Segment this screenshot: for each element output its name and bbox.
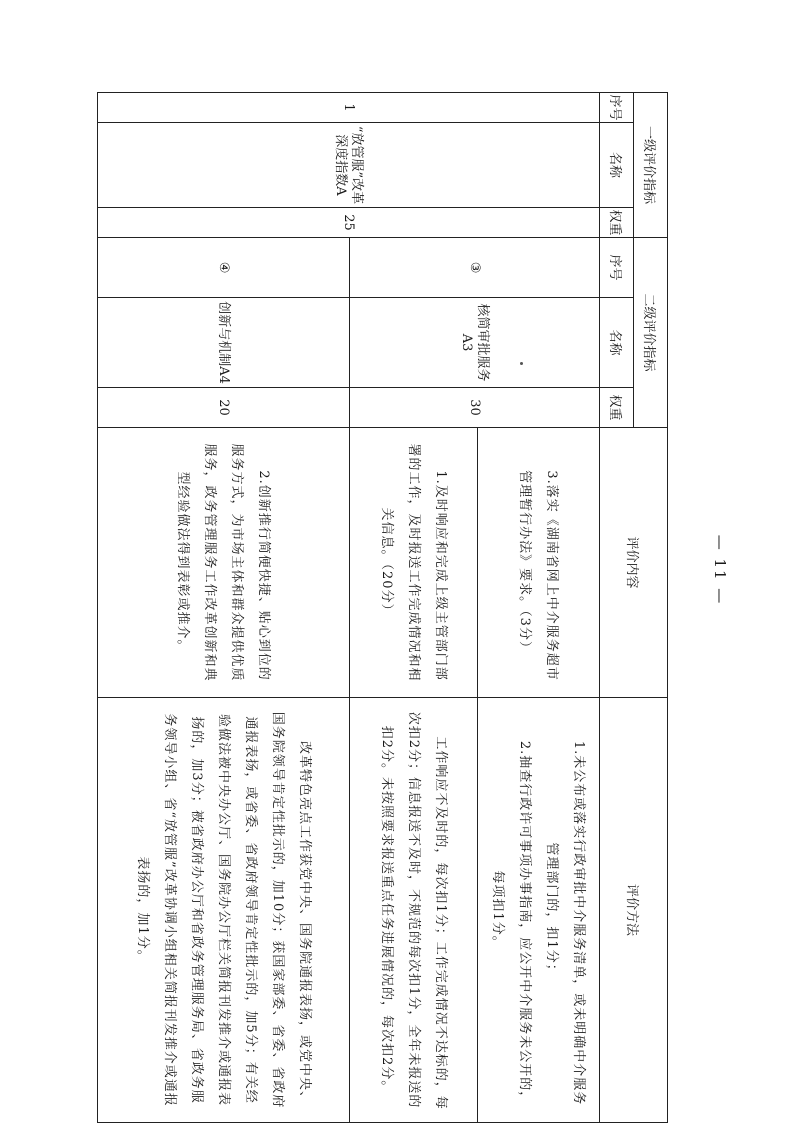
a4-content-1 <box>98 428 350 698</box>
l2-weight-header: 权重 <box>600 388 634 428</box>
a4-name-cell: 创新与机制A4 <box>98 298 350 388</box>
l2-name-header: 名称 <box>600 298 634 388</box>
a3-content-1 <box>478 428 600 698</box>
a4-method-1 <box>98 698 350 1123</box>
page-number <box>700 534 740 606</box>
l1-weight-cell: 25 <box>98 208 600 238</box>
a4-content-1-text: 2.创新推行简便快捷、贴心到位的服务方式，为市场主体和群众提供优质服务，政务管理服务工作改革创新和典型经验做法得到表彰或推介。 <box>175 443 272 682</box>
a4-seq-cell: ④ <box>98 238 350 298</box>
page-number-text: — 11 — <box>711 534 729 606</box>
l1-seq-header: 序号 <box>600 93 634 123</box>
level1-header: 一级评价指标 <box>634 93 668 238</box>
rotated-content <box>98 92 668 1122</box>
l1-name-header: 名称 <box>600 123 634 208</box>
a3-content-1-text: 3.落实《湖南省网上中介服务超市管理暂行办法》要求。（3分） <box>517 470 560 681</box>
l2-seq-header: 序号 <box>600 238 634 298</box>
l1-weight-header: 权重 <box>600 208 634 238</box>
scan-speck <box>520 362 523 365</box>
a3-seq-cell: ③ <box>350 238 600 298</box>
eval-method-header: 评价方法 <box>600 698 668 1123</box>
l1-name-cell: “放管服”改革深度指数A <box>98 123 600 208</box>
a3-method-2-text: 工作响应不及时的，每次扣1分；工作完成情况不达标的，每次扣2分；信息报送不及时，不规范的每次扣1分，全年未报送的扣2分。未按照要求报送重点任务进展情况的，每次扣2分。 <box>379 711 448 1110</box>
a3-weight-cell: 30 <box>350 388 600 428</box>
a3-content-2 <box>350 428 478 698</box>
a4-weight-cell: 20 <box>98 388 350 428</box>
eval-content-header: 评价内容 <box>600 428 668 698</box>
level2-header: 二级评价指标 <box>634 238 668 428</box>
a3-method-1-line-1: 1.未公布或落实行政审批中介服务清单，或未明确中介服务管理部门的，扣1分； <box>544 740 587 1106</box>
a3-method-1 <box>478 698 600 1123</box>
evaluation-table <box>97 92 668 1123</box>
a3-name-cell: 核简审批服务A3 <box>350 298 600 388</box>
a3-method-2 <box>350 698 478 1123</box>
a4-method-1-text: 改革特色亮点工作获党中央、国务院通报表扬，或党中央、国务院领导肯定性批示的，加10分；获国家部委、省委、省政府通报表扬，或省委、省政府领导肯定性批示的，加5分；有关经验做法被中央办公厅、国务院办公厅栏关简报刊发推介或通报表扬的，加3分；被省政府办公厅和省政务管理服务局、省政务服务领导小组、省“放管服”改革协调小组相关简报刊发推介或通报表扬的，加1分。 <box>135 711 312 1109</box>
a3-content-2-text: 1.及时响应和完成上级主管部门部署的工作，及时报送工作完成情况和相关信息。（20分） <box>379 443 448 682</box>
l1-seq-cell: 1 <box>98 93 600 123</box>
a3-method-1-line-2: 2.抽查行政许可事项办事指南，应公开中介服务未公开的，每项扣1分。 <box>490 740 533 1106</box>
